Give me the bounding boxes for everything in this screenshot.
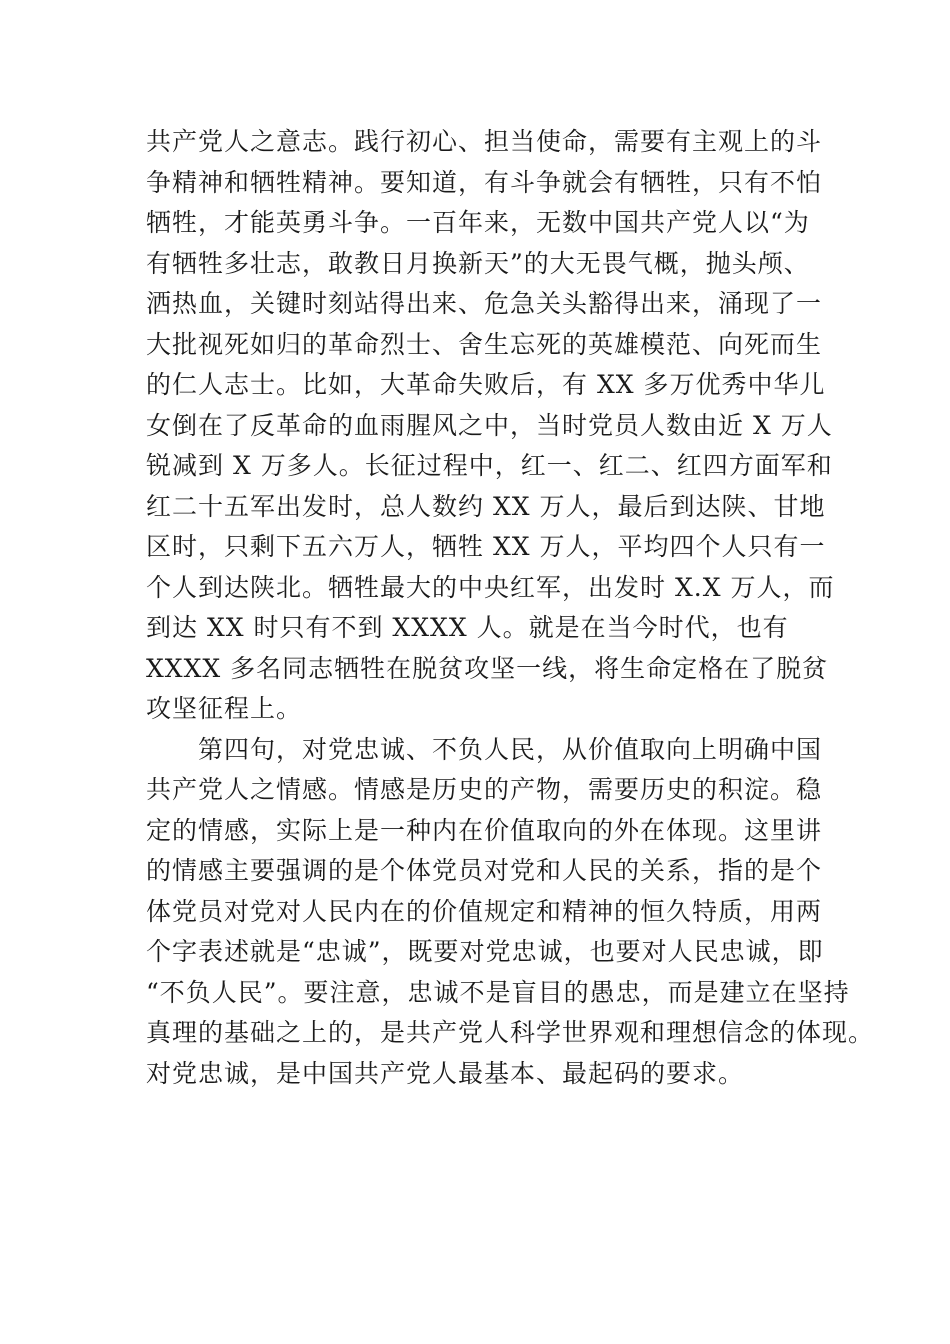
- text-line: 攻坚征程上。: [146, 694, 303, 723]
- text-line: 大批视死如归的革命烈士、舍生忘死的英雄模范、向死而生: [146, 329, 823, 359]
- document-body: [146, 122, 875, 1094]
- text-line: 的仁人志士。比如，大革命失败后，有 XX 多万优秀中华儿: [146, 370, 826, 399]
- text-line: XXXX 多名同志牺牲在脱贫攻坚一线，将生命定格在了脱贫: [146, 653, 829, 683]
- text-line: 红二十五军出发时，总人数约 XX 万人，最后到达陕、甘地: [146, 491, 826, 521]
- text-line: 洒热血，关键时刻站得出来、危急关头豁得出来，涌现了一: [146, 289, 823, 318]
- text-line: 区时，只剩下五六万人，牺牲 XX 万人，平均四个人只有一: [146, 532, 826, 561]
- text-line: 个字表述就是“忠诚”，既要对党忠诚，也要对人民忠诚，即: [146, 937, 824, 966]
- text-line: 锐减到 X 万多人。长征过程中，红一、红二、红四方面军和: [146, 451, 833, 480]
- text-line: 个人到达陕北。牺牲最大的中央红军，出发时 X.X 万人，而: [146, 572, 835, 602]
- text-line: 女倒在了反革命的血雨腥风之中，当时党员人数由近 X 万人: [146, 410, 833, 440]
- text-line: 有牺牲多壮志，敢教日月换新天”的大无畏气概，抛头颅、: [146, 248, 810, 278]
- text-line: 真理的基础之上的，是共产党人科学世界观和理想信念的体现。: [146, 1018, 875, 1047]
- text-line: 第四句，对党忠诚、不负人民，从价值取向上明确中国: [198, 734, 823, 764]
- text-line: 体党员对党对人民内在的价值规定和精神的恒久特质，用两: [146, 896, 823, 926]
- paragraph: [146, 122, 846, 730]
- text-line: 到达 XX 时只有不到 XXXX 人。就是在当今时代，也有: [146, 613, 789, 642]
- text-line: 牺牲，才能英勇斗争。一百年来，无数中国共产党人以“为: [146, 208, 810, 237]
- paragraph: [146, 730, 875, 1095]
- text-line: 的情感主要强调的是个体党员对党和人民的关系，指的是个: [146, 856, 823, 885]
- text-line: 定的情感，实际上是一种内在价值取向的外在体现。这里讲: [146, 815, 823, 845]
- text-line: 共产党人之意志。践行初心、担当使命，需要有主观上的斗: [146, 127, 823, 156]
- text-line: 共产党人之情感。情感是历史的产物，需要历史的积淀。稳: [146, 775, 823, 804]
- text-line: “不负人民”。要注意，忠诚不是盲目的愚忠，而是建立在坚持: [146, 977, 850, 1007]
- text-line: 争精神和牺牲精神。要知道，有斗争就会有牺牲，只有不怕: [146, 167, 823, 197]
- text-line: 对党忠诚，是中国共产党人最基本、最起码的要求。: [146, 1058, 745, 1088]
